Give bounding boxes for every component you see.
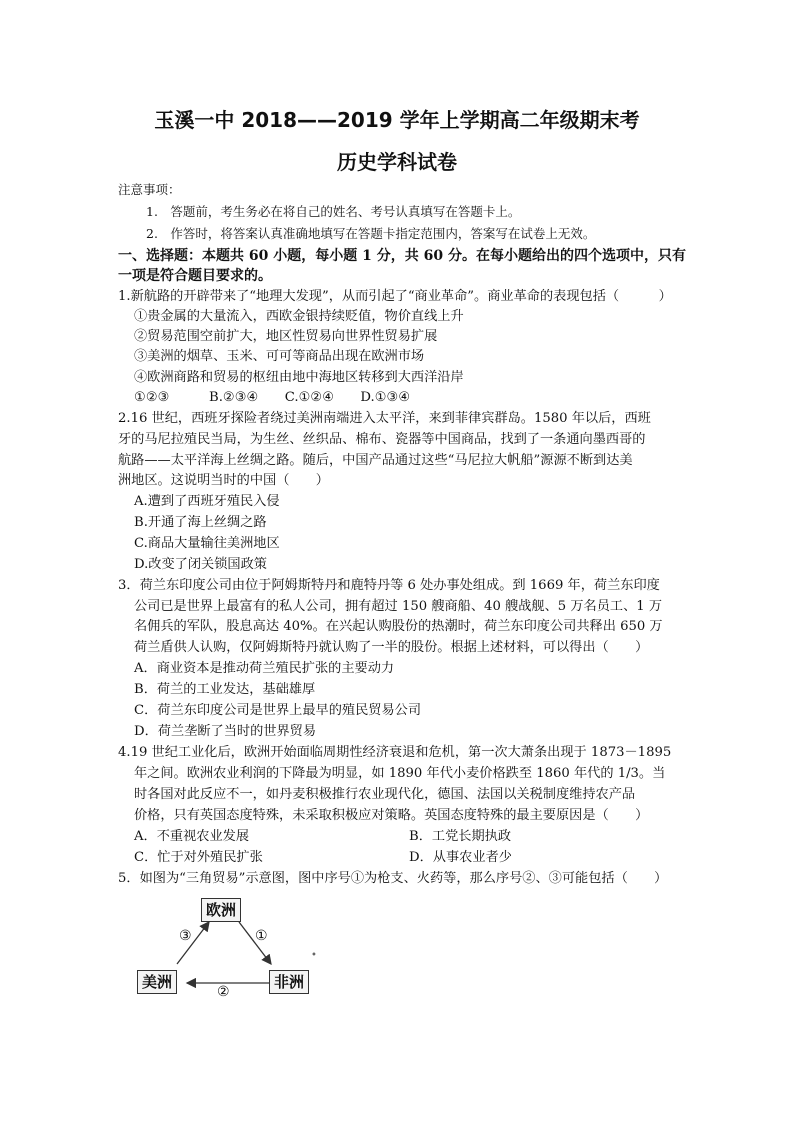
america-box: 美洲 [137,970,177,994]
q1-item: ④欧洲商路和贸易的枢纽由地中海地区转移到大西洋沿岸 [134,370,464,385]
exam-title: 玉溪一中 2018——2019 学年上学期高二年级期末考 [154,108,640,132]
q2-option-c: C.商品大量输往美洲地区 [134,536,280,551]
q1-stem: 1.新航路的开辟带来了“地理大发现”，从而引起了“商业革命”。商业革命的表现包括（ ） [118,289,672,304]
q1-item: ③美洲的烟草、玉米、可可等商品出现在欧洲市场 [134,349,425,364]
q3-line: 名佣兵的军队，股息高达 40%。在兴起认购股份的热潮时，荷兰东印度公司共释出 650 万 [134,619,663,634]
stray-mark: • [311,950,317,961]
q2-line: 航路——太平洋海上丝绸之路。随后，中国产品通过这些“马尼拉大帆船”源源不断到达美 [118,453,633,468]
q1-options: ①②③ B.②③④ C.①②④ D.①③④ [134,390,411,405]
q2-option-d: D.改变了闭关锁国政策 [134,557,267,572]
marker-3: ③ [179,928,192,944]
q4-option-c: C．忙于对外殖民扩张 [134,850,263,865]
q3-option-b: B．荷兰的工业发达，基础雄厚 [134,682,316,697]
marker-2: ② [217,984,230,1000]
europe-box: 欧洲 [201,898,241,922]
q3-line: 公司已是世界上最富有的私人公司，拥有超过 150 艘商船、40 艘战舰、5 万名员工、1 万 [134,599,663,614]
q3-line: 荷兰盾供人认购，仅阿姆斯特丹就认购了一半的股份。根据上述材料，可以得出（ ） [134,640,649,655]
q3-line: 3．荷兰东印度公司由位于阿姆斯特丹和鹿特丹等 6 处办事处组成。到 1669 年，荷兰东印度 [118,578,660,593]
exam-subtitle: 历史学科试卷 [337,150,457,174]
q3-option-d: D．荷兰垄断了当时的世界贸易 [134,724,317,739]
note-item: 2. 作答时，将答案认真准确地填写在答题卡指定范围内，答案写在试卷上无效。 [146,226,596,241]
q4-line: 时各国对此反应不一，如丹麦积极推行农业现代化，德国、法国以关税制度维持农产品 [134,787,636,802]
q4-option-d: D．从事农业者少 [409,850,512,865]
q2-option-a: A.遭到了西班牙殖民入侵 [134,494,280,509]
section-heading-cont: 一项是符合题目要求的。 [118,268,272,284]
q2-line: 洲地区。这说明当时的中国（ ） [118,473,329,488]
q2-option-b: B.开通了海上丝绸之路 [134,515,267,530]
triangle-trade-diagram [135,896,315,1000]
q2-line: 2.16 世纪，西班牙探险者绕过美洲南端进入太平洋，来到菲律宾群岛。1580 年以后，西班 [118,411,651,426]
q3-option-a: A．商业资本是推动荷兰殖民扩张的主要动力 [134,661,395,676]
q4-line: 价格，只有英国态度特殊，未采取积极应对策略。英国态度特殊的最主要原因是（ ） [134,808,649,823]
q3-option-c: C．荷兰东印度公司是世界上最早的殖民贸易公司 [134,703,422,718]
q4-option-a: A．不重视农业发展 [134,829,250,844]
q5-stem: 5．如图为“三角贸易”示意图，图中序号①为枪支、火药等，那么序号②、③可能包括（ ） [118,871,668,886]
q4-option-b: B．工党长期执政 [409,829,512,844]
q1-item: ①贵金属的大量流入，西欧金银持续贬值，物价直线上升 [134,309,464,324]
section-heading: 一、选择题：本题共 60 小题，每小题 1 分，共 60 分。在每小题给出的四个选项中，只有 [118,248,686,264]
notes-heading: 注意事项： [118,182,181,197]
q2-line: 牙的马尼拉殖民当局，为生丝、丝织品、棉布、瓷器等中国商品，找到了一条通向墨西哥的 [118,432,646,447]
africa-box: 非洲 [269,970,309,994]
note-item: 1. 答题前，考生务必在将自己的姓名、考号认真填写在答题卡上。 [146,204,521,219]
q1-item: ②贸易范围空前扩大，地区性贸易向世界性贸易扩展 [134,329,438,344]
q4-line: 4.19 世纪工业化后，欧洲开始面临周期性经济衰退和危机，第一次大萧条出现于 1873－1895 [118,745,672,760]
q4-line: 年之间。欧洲农业利润的下降最为明显，如 1890 年代小麦价格跌至 1860 年代的 1/3。当 [134,766,666,781]
marker-1: ① [255,928,268,944]
